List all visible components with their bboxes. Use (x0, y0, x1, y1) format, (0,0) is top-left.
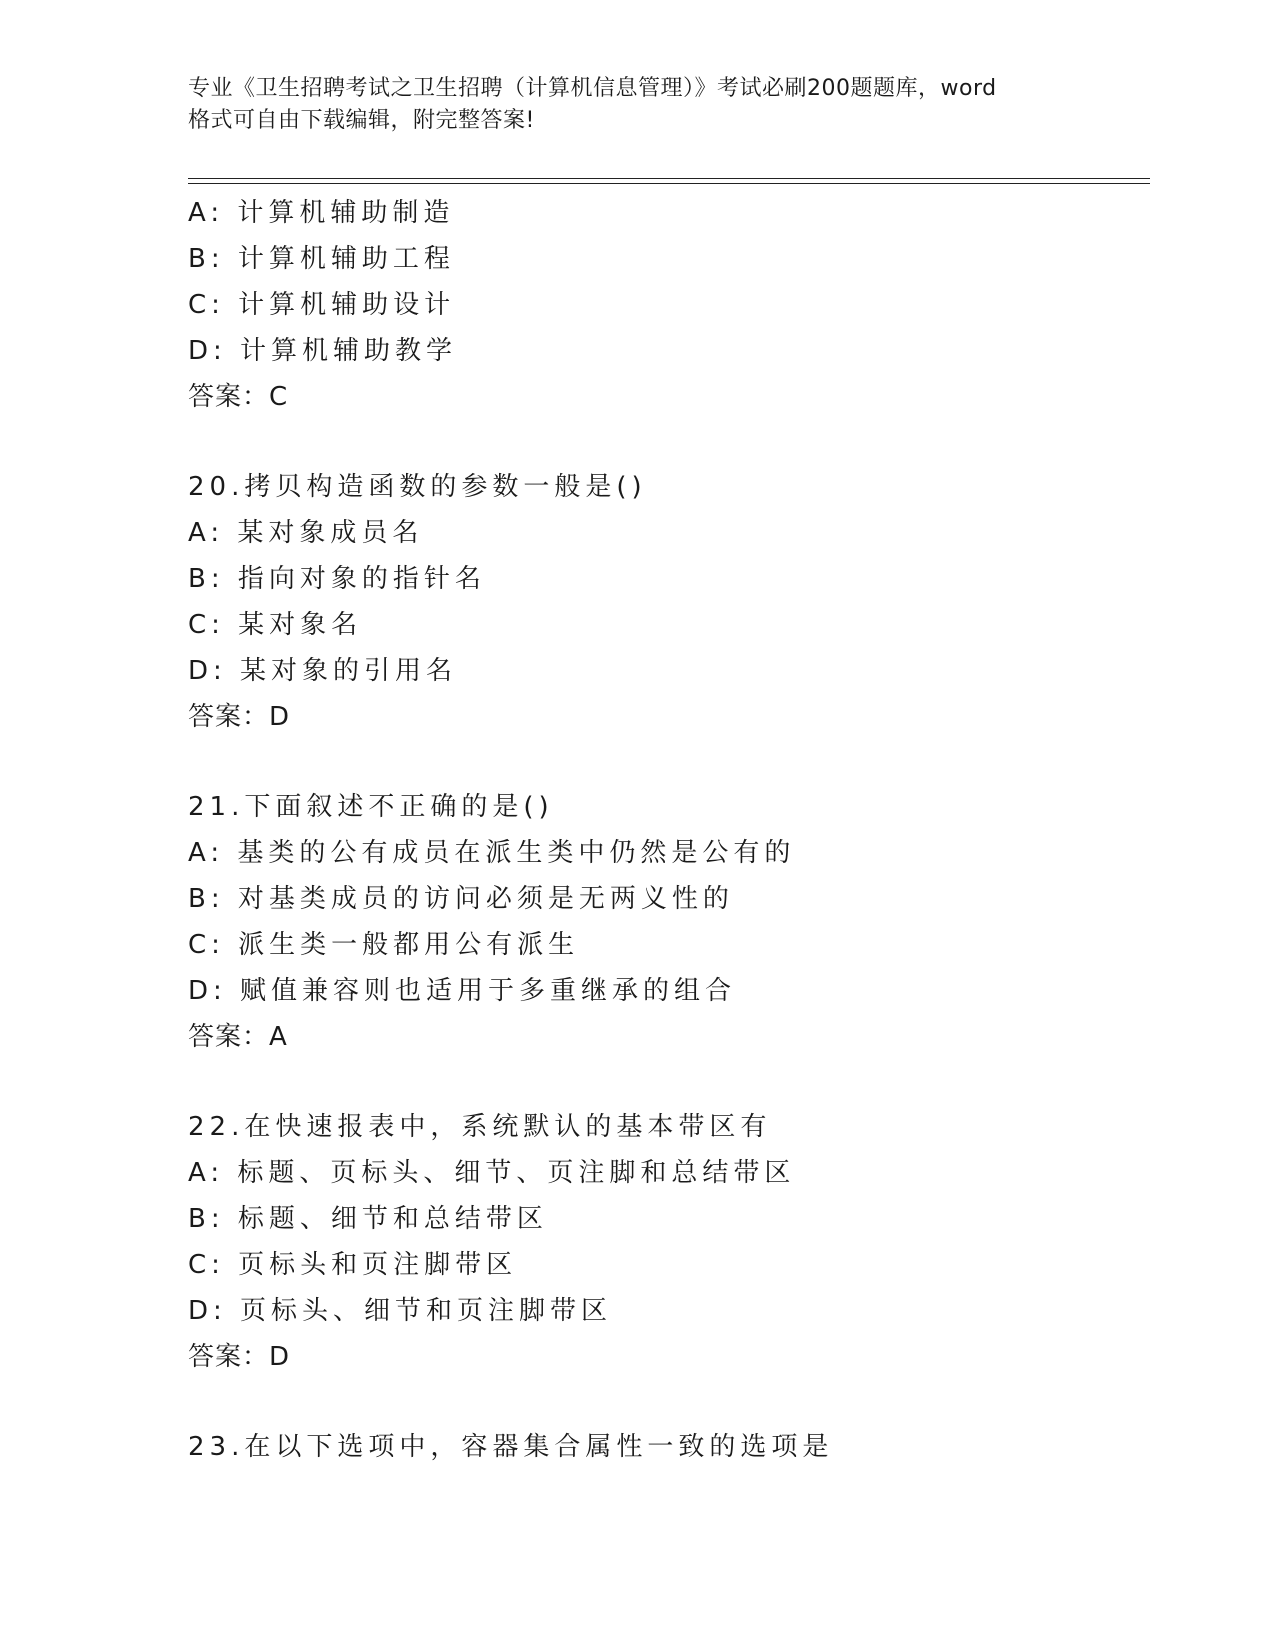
answer: 答案：C (188, 382, 289, 412)
option-b: B: 标题、细节和总结带区 (188, 1204, 548, 1234)
question-block (188, 1104, 1148, 1380)
header-divider-bottom (188, 183, 1150, 184)
question-list (188, 190, 1148, 1470)
option-a: A: 基类的公有成员在派生类中仍然是公有的 (188, 838, 796, 868)
question-block (188, 190, 1148, 420)
option-d: D: 计算机辅助教学 (188, 336, 458, 366)
header-line-2: 格式可自由下载编辑，附完整答案! (188, 108, 535, 133)
question-block (188, 1424, 1148, 1470)
block-spacer (188, 1380, 1148, 1424)
question-text: 22.在快速报表中，系统默认的基本带区有 (188, 1112, 772, 1142)
question-text: 23.在以下选项中，容器集合属性一致的选项是 (188, 1432, 834, 1462)
header-divider-top (188, 178, 1150, 179)
answer: 答案：D (188, 702, 291, 732)
option-a: A: 某对象成员名 (188, 518, 424, 548)
block-spacer (188, 1060, 1148, 1104)
option-d: D: 页标头、细节和页注脚带区 (188, 1296, 613, 1326)
option-c: C: 页标头和页注脚带区 (188, 1250, 518, 1280)
option-a: A: 标题、页标头、细节、页注脚和总结带区 (188, 1158, 796, 1188)
option-b: B: 指向对象的指针名 (188, 564, 486, 594)
question-block (188, 464, 1148, 740)
question-block (188, 784, 1148, 1060)
header-line-1: 专业《卫生招聘考试之卫生招聘（计算机信息管理）》考试必刷200题题库，word (188, 76, 997, 101)
answer: 答案：A (188, 1022, 288, 1052)
option-b: B: 对基类成员的访问必须是无两义性的 (188, 884, 734, 914)
option-c: C: 计算机辅助设计 (188, 290, 456, 320)
option-c: C: 派生类一般都用公有派生 (188, 930, 580, 960)
document-header (188, 73, 1088, 137)
option-a: A: 计算机辅助制造 (188, 198, 455, 228)
option-b: B: 计算机辅助工程 (188, 244, 455, 274)
block-spacer (188, 740, 1148, 784)
question-text: 21.下面叙述不正确的是() (188, 792, 554, 822)
option-c: C: 某对象名 (188, 610, 363, 640)
block-spacer (188, 420, 1148, 464)
option-d: D: 某对象的引用名 (188, 656, 458, 686)
option-d: D: 赋值兼容则也适用于多重继承的组合 (188, 976, 737, 1006)
answer: 答案：D (188, 1342, 291, 1372)
question-text: 20.拷贝构造函数的参数一般是() (188, 472, 647, 502)
